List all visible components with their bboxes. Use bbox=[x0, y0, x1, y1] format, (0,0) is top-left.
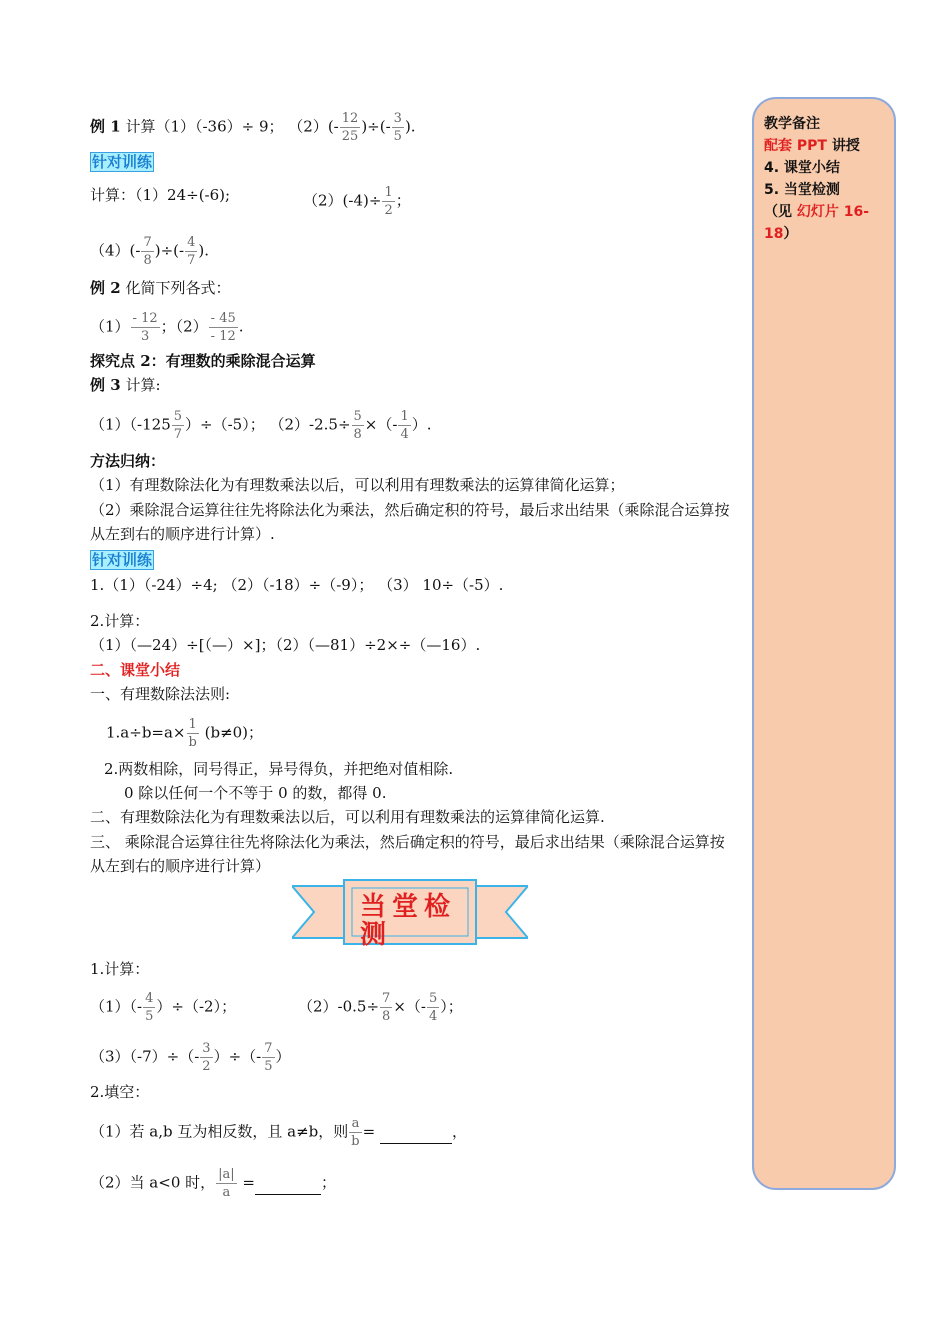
test-q2: 2.填空： bbox=[90, 1083, 150, 1101]
notes-title: 教学备注 bbox=[764, 116, 820, 132]
section-heading: 探究点 2：有理数的乘除混合运算 bbox=[90, 352, 316, 370]
test-q1-3: （3）（-7）÷（- $\frac{3}{2}$ ）÷（- $\frac{7}{5}$ ） bbox=[90, 1041, 291, 1074]
fraction: $\frac{- 12}{3}$ bbox=[132, 311, 158, 344]
banner-title: 当堂检测 bbox=[360, 892, 457, 950]
example-1: 例 1 计算（1）（-36）÷ 9； （2）(- $\frac{12}{25}$ )÷(- $\frac{3}{5}$ ). bbox=[90, 111, 416, 144]
example-3: 例 3 计算: bbox=[90, 376, 161, 394]
teaching-notes-panel bbox=[752, 97, 896, 1190]
fraction: $\frac{4}{7}$ bbox=[187, 235, 196, 268]
test-q1: 1.计算： bbox=[90, 960, 150, 978]
test-q2-2: （2）当 a<0 时， $\frac{|a|}{a}$ = ； bbox=[90, 1167, 337, 1200]
fraction: $\frac{4}{5}$ bbox=[145, 991, 154, 1024]
fraction: $\frac{12}{25}$ bbox=[341, 111, 359, 144]
training-2-q1: 1.（1）（-24）÷4; （2）（-18）÷（-9）； （3） 10÷（-5）. bbox=[90, 576, 504, 594]
training-heading-2: 针对训练 bbox=[92, 551, 153, 569]
fraction: $\frac{1}{2}$ bbox=[384, 185, 393, 218]
fraction: $\frac{5}{8}$ bbox=[353, 409, 362, 442]
notes-line-4: （见 幻灯片 16-18） bbox=[764, 204, 870, 242]
fraction: $\frac{7}{8}$ bbox=[143, 235, 152, 268]
training-calc-4: （4）(- $\frac{7}{8}$ )÷(- $\frac{4}{7}$ ). bbox=[90, 235, 209, 268]
test-q1-2: （2）-0.5÷ $\frac{7}{8}$ ×（- $\frac{5}{4}$ ）； bbox=[298, 991, 463, 1024]
fraction: $\frac{1}{b}$ bbox=[188, 717, 197, 750]
test-q1-1: （1）（- $\frac{4}{5}$ ）÷（-2）； bbox=[90, 991, 237, 1024]
test-q2-1: （1）若 a,b 互为相反数，且 a≠b，则 $\frac{a}{b}$ = ， bbox=[90, 1116, 467, 1149]
training-calc-2: （2）(-4)÷ $\frac{1}{2}$ ； bbox=[303, 185, 411, 218]
method-line-2: （2）乘除混合运算往往先将除法化为乘法，然后确定积的符号，最后求出结果（乘除混合运算按从左到右的顺序进行计算）. bbox=[90, 501, 730, 543]
summary-rule-2: 2.两数相除，同号得正，异号得负，并把绝对值相除. bbox=[104, 760, 454, 778]
summary-rule-1a: 1.a÷b=a× $\frac{1}{b}$ (b≠0)； bbox=[106, 717, 264, 750]
summary-rule-3: 0 除以任何一个不等于 0 的数，都得 0. bbox=[124, 784, 387, 802]
answer-blank[interactable] bbox=[380, 1121, 452, 1144]
example-2-items: （1） $\frac{- 12}{3}$ ；（2） $\frac{- 45}{- 12}$ . bbox=[90, 311, 244, 344]
training-2-q2-items: （1）（—24）÷[（—）×]；（2）（—81）÷2×÷（—16）. bbox=[90, 636, 481, 654]
training-heading-1: 针对训练 bbox=[92, 153, 153, 171]
notes-line-2: 4. 课堂小结 bbox=[764, 160, 840, 176]
example-1-label: 例 1 bbox=[90, 117, 121, 136]
fraction: $\frac{|a|}{a}$ bbox=[218, 1167, 235, 1200]
fraction: $\frac{5}{7}$ bbox=[173, 409, 183, 442]
fraction: $\frac{3}{2}$ bbox=[202, 1041, 211, 1074]
fraction: $\frac{3}{5}$ bbox=[393, 111, 402, 144]
training-calc-1: 计算：（1）24÷(-6); bbox=[90, 186, 231, 204]
example-1-text: 计算（1）（-36）÷ 9； （2）(- bbox=[120, 117, 339, 136]
summary-rule-1: 一、有理数除法法则: bbox=[90, 685, 231, 703]
method-line-1: （1）有理数除法化为有理数乘法以后，可以利用有理数乘法的运算律简化运算； bbox=[90, 476, 625, 494]
fraction: $\frac{7}{5}$ bbox=[264, 1041, 273, 1074]
summary-title: 二、课堂小结 bbox=[90, 661, 181, 679]
summary-rule-5: 三、 乘除混合运算往往先将除法化为乘法，然后确定积的符号，最后求出结果（乘除混合运算按从左到右的顺序进行计算） bbox=[90, 833, 725, 875]
notes-line-1: 配套 PPT 讲授 bbox=[764, 138, 860, 154]
notes-line-3: 5. 当堂检测 bbox=[764, 182, 840, 198]
fraction: $\frac{1}{4}$ bbox=[400, 409, 409, 442]
fraction: $\frac{7}{8}$ bbox=[382, 991, 391, 1024]
fraction: $\frac{5}{4}$ bbox=[428, 991, 438, 1024]
method-title: 方法归纳： bbox=[90, 452, 166, 470]
answer-blank[interactable] bbox=[255, 1172, 321, 1195]
fraction: $\frac{- 45}{- 12}$ bbox=[210, 311, 236, 344]
example-2: 例 2 化简下列各式： bbox=[90, 279, 231, 297]
summary-rule-4: 二、有理数除法化为有理数乘法以后，可以利用有理数乘法的运算律简化运算. bbox=[90, 808, 605, 826]
training-2-q2: 2.计算： bbox=[90, 612, 150, 630]
fraction: $\frac{a}{b}$ bbox=[351, 1116, 360, 1149]
example-3-items: （1）（-125 $\frac{5}{7}$ ）÷（-5）； （2）-2.5÷ $\frac{5}{8}$ ×（- $\frac{1}{4}$ ）. bbox=[90, 409, 432, 442]
